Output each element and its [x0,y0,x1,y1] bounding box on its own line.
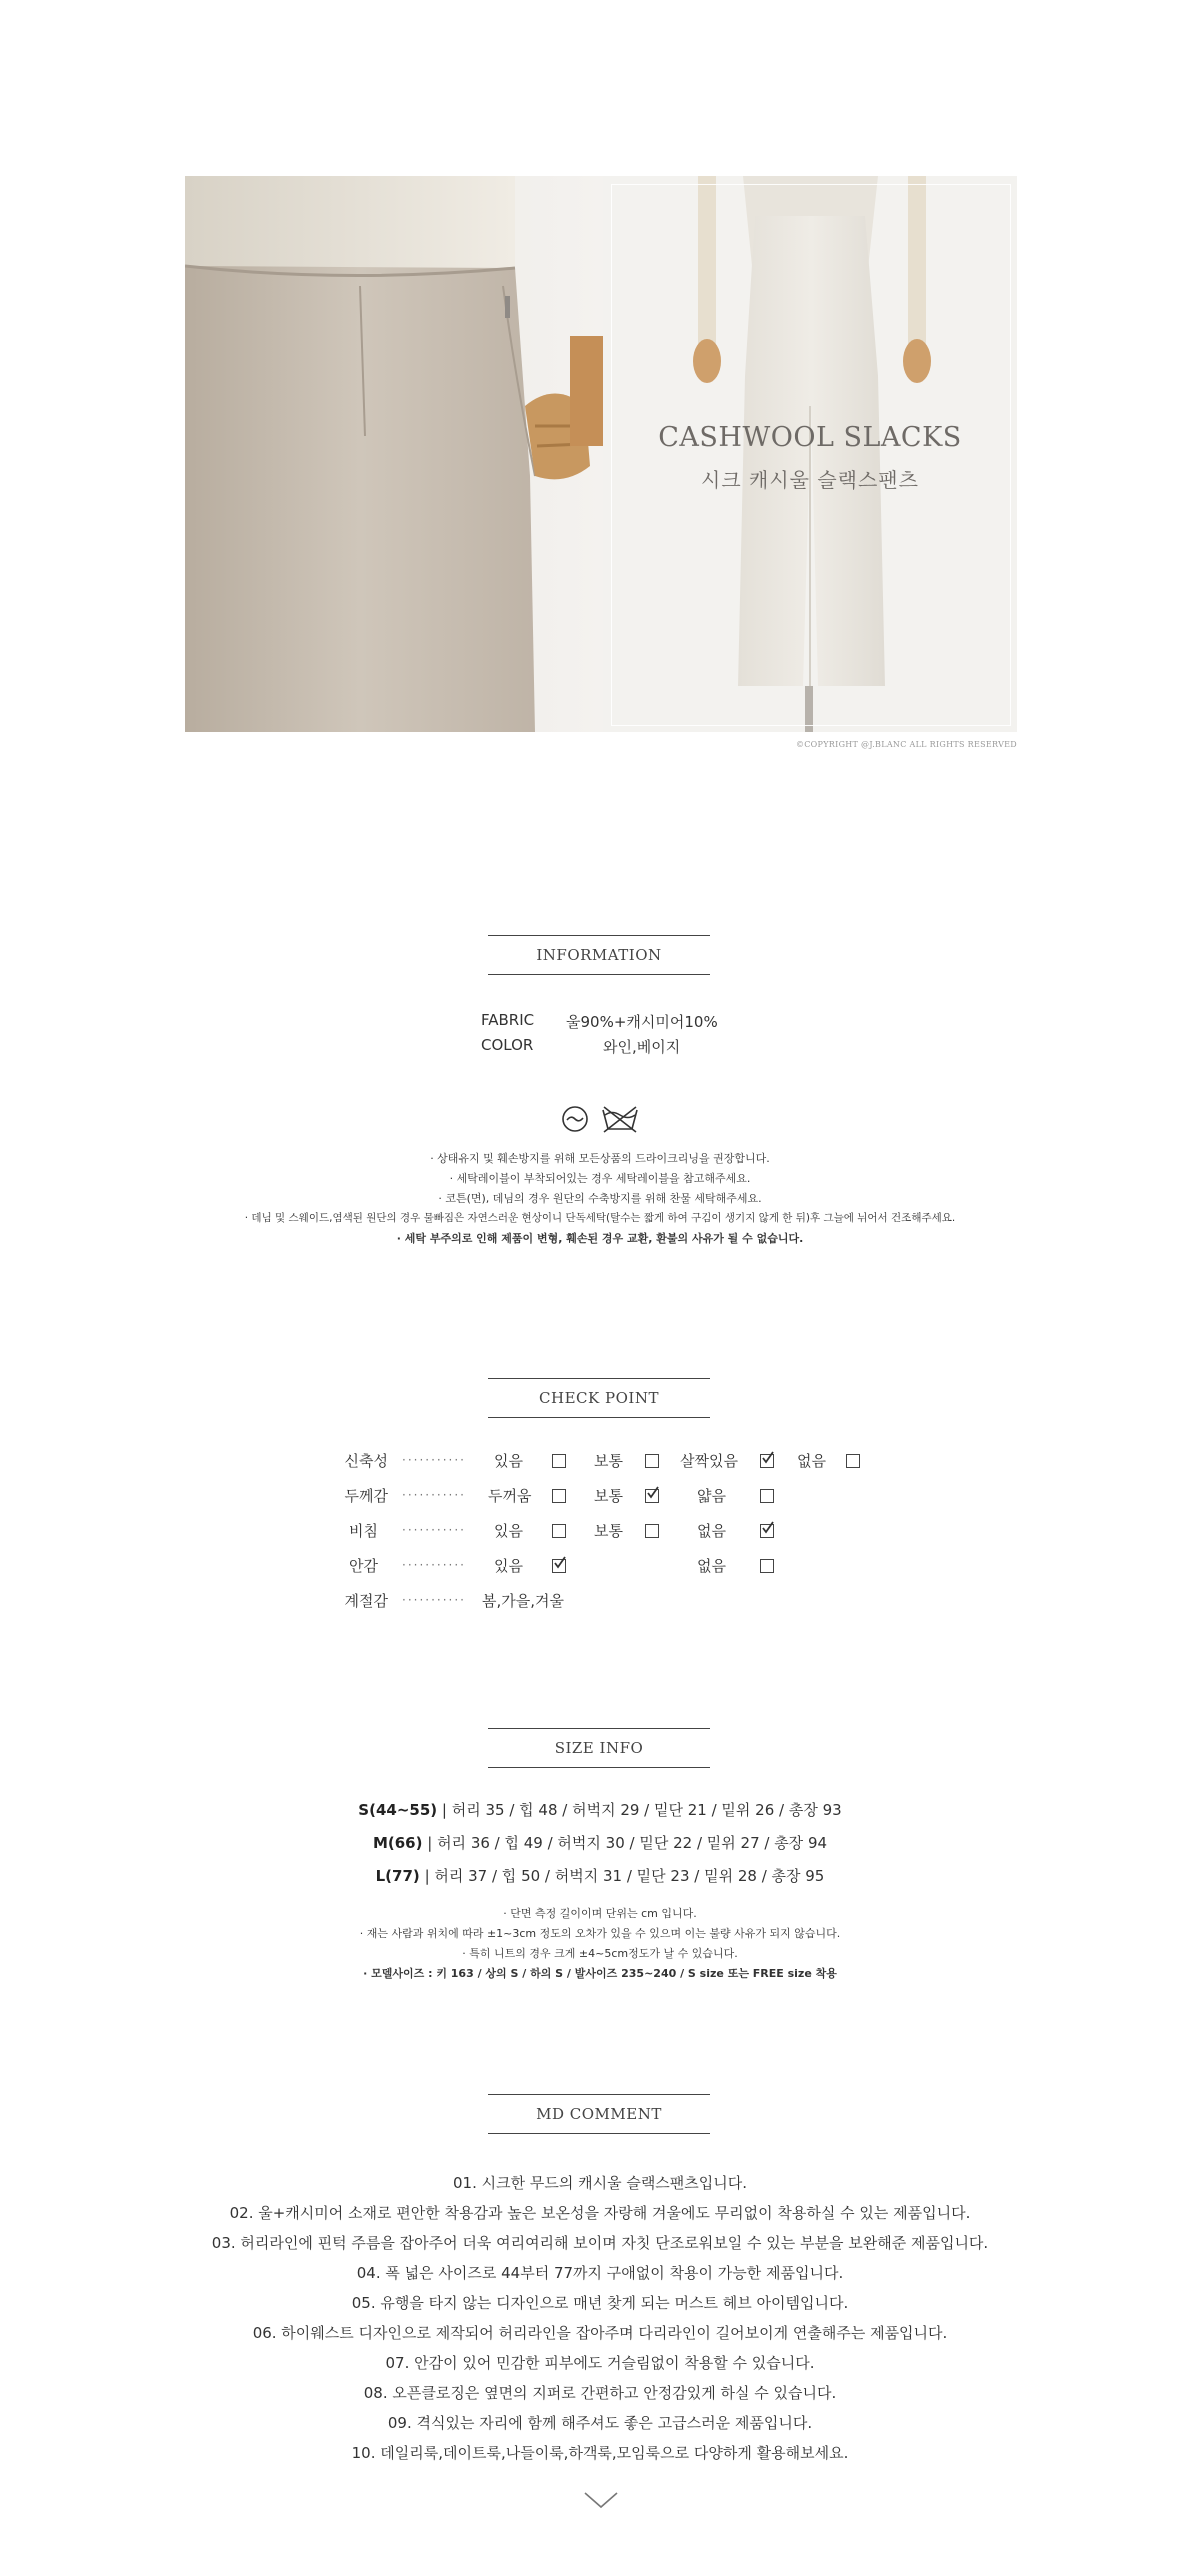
hero-image [185,176,1017,732]
option-label: 있음 [494,1522,523,1540]
product-full-photo [603,176,1017,732]
option-label: 있음 [494,1557,523,1575]
md-comment-line: 02. 울+캐시미어 소재로 편안한 착용감과 높은 보온성을 자랑해 겨울에도 무리없이 착용하실 수 있는 제품입니다. [229,2204,971,2222]
information-heading-label: INFORMATION [536,946,662,964]
size-spec: | 허리 36 / 힙 49 / 허벅지 30 / 밑단 22 / 밑위 27 / 총장 94 [427,1834,828,1852]
md-comment-line: 04. 폭 넓은 사이즈로 44부터 77까지 구애없이 착용이 가능한 제품입니다. [356,2264,844,2282]
no-wash-icon [600,1104,640,1134]
season-value: 봄,가을,겨울 [482,1592,564,1610]
option-label: 없음 [697,1557,726,1575]
size-info-heading-label: SIZE INFO [554,1739,644,1757]
size-name: M(66) [372,1834,423,1852]
size-name: S(44~55) [358,1801,438,1819]
check-mark-icon [645,1485,661,1501]
size-name: L(77) [375,1867,420,1885]
product-title-ko: 시크 캐시울 슬랙스팬츠 [701,468,919,492]
care-note-3: · 코튼(면), 데님의 경우 원단의 수축방지를 위해 찬물 세탁해주세요. [438,1192,762,1205]
size-row-m [0,1832,1200,1853]
md-comment-line: 10. 데일리룩,데이트룩,나들이룩,하객룩,모임룩으로 다양하게 활용해보세요. [351,2444,849,2462]
checkpoint-dots: ··········· [402,1593,466,1607]
checkpoint-dots: ··········· [402,1453,466,1467]
checkpoint-label-stretch: 신축성 [344,1452,388,1470]
option-label: 살짝있음 [680,1452,738,1470]
option-label: 보통 [594,1452,623,1470]
option-checkbox [552,1489,566,1503]
option-checkbox [645,1454,659,1468]
checkpoint-label-lining: 안감 [349,1557,378,1575]
checkpoint-heading-label: CHECK POINT [539,1389,659,1407]
option-label: 있음 [494,1452,523,1470]
md-comment-line: 09. 격식있는 자리에 함께 해주셔도 좋은 고급스러운 제품입니다. [387,2414,813,2432]
fabric-label: FABRIC [481,1011,535,1029]
size-spec: | 허리 37 / 힙 50 / 허벅지 31 / 밑단 23 / 밑위 28 / 총장 95 [424,1867,825,1885]
md-comment-line: 05. 유행을 타지 않는 디자인으로 매년 찾게 되는 머스트 헤브 아이템입니다. [351,2294,849,2312]
md-comment-line: 03. 허리라인에 핀턱 주름을 잡아주어 더욱 여리여리해 보이며 자칫 단조로워보일 수 있는 부분을 보완해준 제품입니다. [211,2234,989,2252]
care-note-1: · 상태유지 및 훼손방지를 위해 모든상품의 드라이크리닝을 권장합니다. [430,1152,770,1165]
md-comment-line: 01. 시크한 무드의 캐시울 슬랙스팬츠입니다. [452,2174,748,2192]
md-comment-heading [488,2094,710,2134]
information-heading [488,935,710,975]
checkpoint-dots: ··········· [402,1488,466,1502]
option-checkbox [846,1454,860,1468]
md-comment-line: 08. 오픈클로징은 옆면의 지퍼로 간편하고 안정감있게 하실 수 있습니다. [363,2384,837,2402]
size-row-s [0,1799,1200,1820]
md-comment-line: 06. 하이웨스트 디자인으로 제작되어 허리라인을 잡아주며 다리라인이 길어보이게 연출해주는 제품입니다. [252,2324,948,2342]
size-note-3: · 특히 니트의 경우 크게 ±4~5cm정도가 날 수 있습니다. [462,1947,738,1960]
care-note-4: · 데님 및 스웨이드,염색된 원단의 경우 물빠짐은 자연스러운 현상이니 단독세탁(탈수는 짧게 하여 구김이 생기지 않게 한 뒤)후 그늘에 뉘어서 건조해주세요. [244,1212,956,1224]
hero-frame [611,184,1011,726]
checkpoint-label-thickness: 두께감 [344,1487,388,1505]
checkpoint-heading [488,1378,710,1418]
model-size-note: · 모델사이즈 : 키 163 / 상의 S / 하의 S / 발사이즈 235~240 / S size 또는 FREE size 착용 [363,1967,837,1980]
product-title-en: CASHWOOL SLACKS [658,422,962,453]
option-label: 두꺼움 [488,1487,532,1505]
size-spec: | 허리 35 / 힙 48 / 허벅지 29 / 밑단 21 / 밑위 26 / 총장 93 [441,1801,842,1819]
checkpoint-dots: ··········· [402,1558,466,1572]
option-checkbox [760,1559,774,1573]
option-label: 없음 [797,1452,826,1470]
option-checkbox [552,1524,566,1538]
checkpoint-dots: ··········· [402,1523,466,1537]
size-note-1: · 단면 측정 길이이며 단위는 cm 입니다. [503,1907,697,1920]
check-mark-icon [760,1450,776,1466]
option-checkbox [645,1524,659,1538]
md-comment-line: 07. 안감이 있어 민감한 피부에도 거슬림없이 착용할 수 있습니다. [385,2354,815,2372]
fabric-value: 울90%+캐시미어10% [566,1013,718,1031]
color-value: 와인,베이지 [603,1038,681,1056]
option-label: 보통 [594,1522,623,1540]
dry-clean-icon [561,1105,589,1133]
color-label: COLOR [481,1036,534,1054]
md-comment-heading-label: MD COMMENT [536,2105,662,2123]
check-mark-icon [552,1555,568,1571]
size-info-heading [488,1728,710,1768]
option-label: 보통 [594,1487,623,1505]
care-warning: · 세탁 부주의로 인해 제품이 변형, 훼손된 경우 교환, 환불의 사유가 될 수 없습니다. [396,1232,804,1245]
checkpoint-label-season: 계절감 [344,1592,388,1610]
care-note-2: · 세탁레이블이 부착되어있는 경우 세탁레이블을 참고해주세요. [449,1172,751,1185]
size-note-2: · 재는 사람과 위치에 따라 ±1~3cm 정도의 오차가 있을 수 있으며 이는 불량 사유가 되지 않습니다. [359,1927,841,1940]
chevron-down-icon [583,2490,619,2510]
size-row-l [0,1865,1200,1886]
check-mark-icon [760,1520,776,1536]
option-checkbox [760,1489,774,1503]
option-label: 얇음 [697,1487,726,1505]
product-detail-photo [185,176,603,732]
option-label: 없음 [697,1522,726,1540]
checkpoint-label-sheerness: 비침 [349,1522,378,1540]
option-checkbox [552,1454,566,1468]
copyright-notice: ©COPYRIGHT @J.BLANC ALL RIGHTS RESERVED [795,740,1017,749]
